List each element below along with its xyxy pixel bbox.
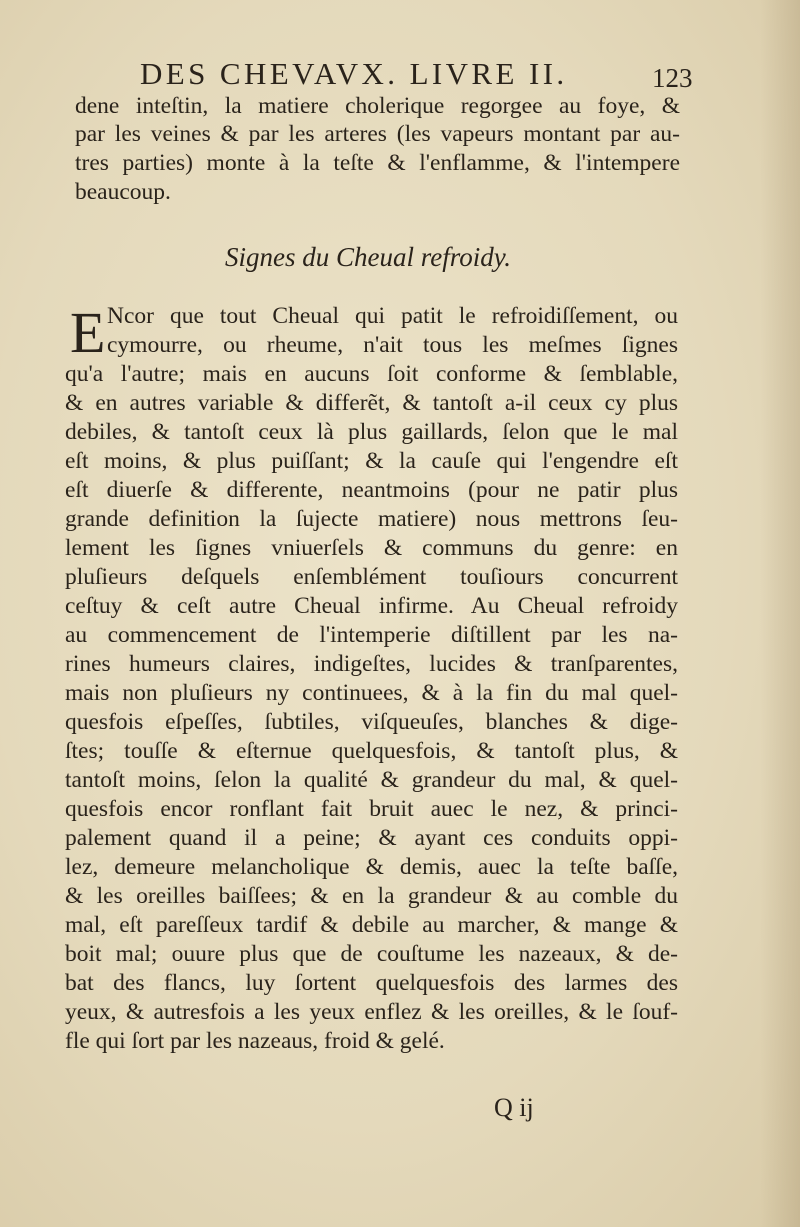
text-line: quesfois eſpeſſes, ſubtiles, viſqueuſes, blanches & dige- (65, 709, 678, 735)
text-line: bat des flancs, luy ſortent quelquesfois des larmes des (65, 970, 678, 996)
drop-cap: E (70, 300, 106, 365)
text-line: debiles, & tantoſt ceux là plus gaillards, ſelon que le mal (65, 419, 678, 445)
running-title: DES CHEVAVX. LIVRE II. (140, 56, 568, 91)
text-line: par les veines & par les arteres (les vapeurs montant par au- (75, 121, 680, 147)
text-line: ſtes; touſſe & eſternue quelquesfois, & tantoſt plus, & (65, 738, 678, 764)
page-number: 123 (652, 63, 693, 93)
text-line: pluſieurs deſquels enſemblément touſiours concurrent (65, 564, 678, 590)
text-line: mais non pluſieurs ny continuees, & à la fin du mal quel- (65, 680, 678, 706)
text-line: & en autres variable & differẽt, & tantoſt a-il ceux cy plus (65, 390, 678, 416)
text-line: lement les ſignes vniuerſels & communs du genre: en (65, 535, 678, 561)
text-line: au commencement de l'intemperie diſtillent par les na- (65, 622, 678, 648)
text-line: quesfois encor ronflant fait bruit auec le nez, & princi- (65, 796, 678, 822)
text-line: mal, eſt pareſſeux tardif & debile au marcher, & mange & (65, 912, 678, 938)
text-line: eſt diuerſe & differente, neantmoins (pour ne patir plus (65, 477, 678, 503)
section-heading-text: Signes du Cheual refroidy. (225, 242, 511, 272)
text-line: & les oreilles baiſſees; & en la grandeur & au comble du (65, 883, 678, 909)
text-line: grande definition la ſujecte matiere) nous mettrons ſeu- (65, 506, 678, 532)
text-line: ceſtuy & ceſt autre Cheual infirme. Au Cheual refroidy (65, 593, 678, 619)
text-line: rines humeurs claires, indigeſtes, lucides & tranſparentes, (65, 651, 678, 677)
text-line: cymourre, ou rheume, n'ait tous les meſmes ſignes (107, 332, 678, 358)
text-line: tres parties) monte à la teſte & l'enflamme, & l'intempere (75, 150, 680, 176)
text-line: lez, demeure melancholique & demis, auec la teſte baſſe, (65, 854, 678, 880)
text-line: dene inteſtin, la matiere cholerique regorgee au foye, & (75, 93, 680, 119)
section-heading (0, 240, 800, 274)
text-line: fle qui ſort par les nazeaus, froid & gelé. (65, 1028, 445, 1054)
signature-mark: Q ij (494, 1093, 534, 1122)
text-line: qu'a l'autre; mais en aucuns ſoit conforme & ſemblable, (65, 361, 678, 387)
text-line: beaucoup. (75, 179, 171, 205)
text-line: palement quand il a peine; & ayant ces conduits oppi- (65, 825, 678, 851)
text-line: Ncor que tout Cheual qui patit le refroidiſſement, ou (107, 303, 678, 329)
text-line: eſt moins, & plus puiſſant; & la cauſe qui l'engendre eſt (65, 448, 678, 474)
text-line: yeux, & autresfois a les yeux enflez & les oreilles, & le ſouf- (65, 999, 678, 1025)
text-line: boit mal; ouure plus que de couſtume les nazeaux, & de- (65, 941, 678, 967)
text-line: tantoſt moins, ſelon la qualité & grandeur du mal, & quel- (65, 767, 678, 793)
